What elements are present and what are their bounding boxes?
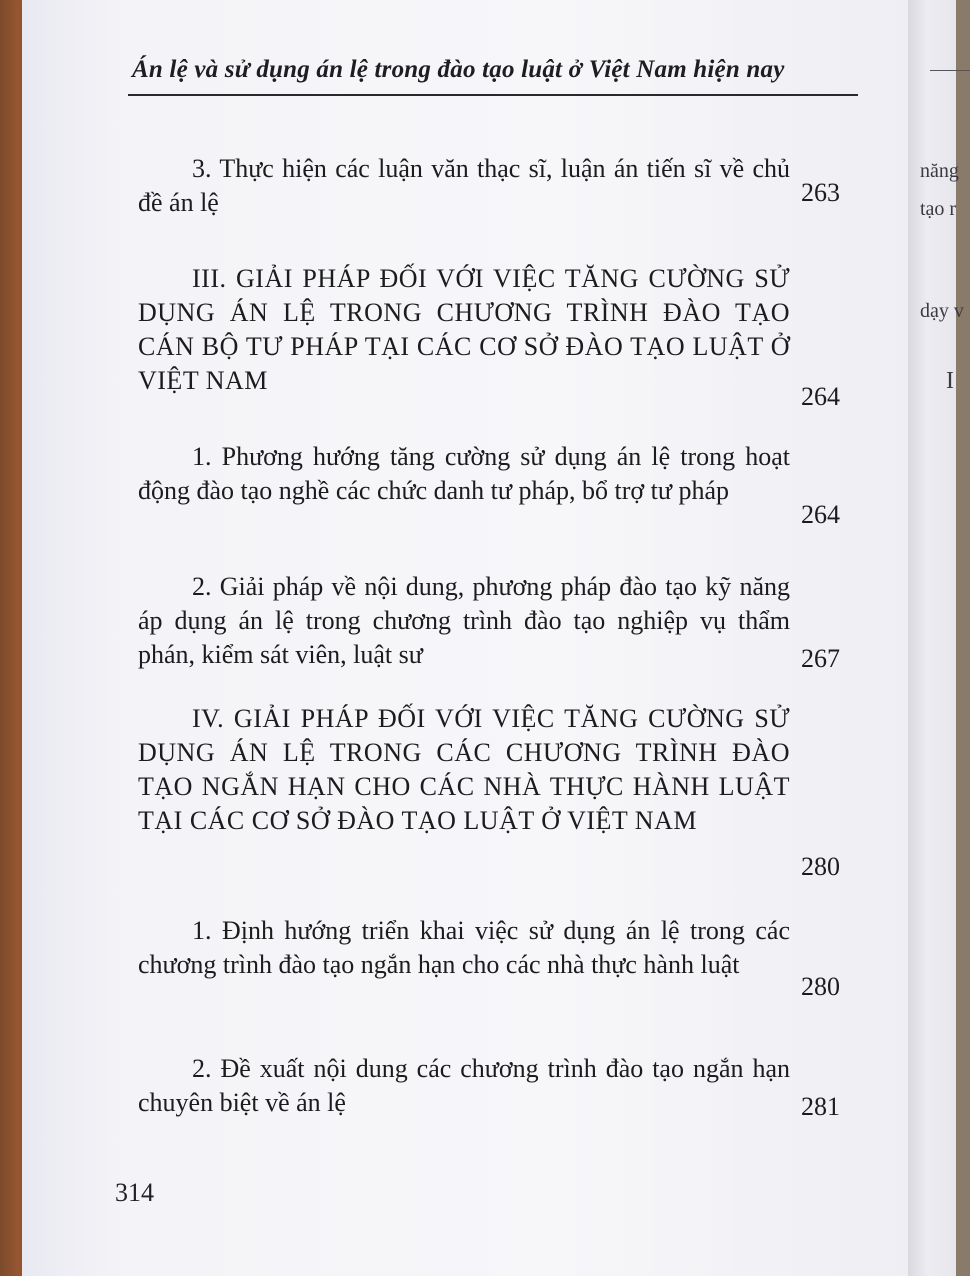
toc-entry-page: 280 bbox=[801, 852, 840, 881]
toc-entry-page: 264 bbox=[801, 382, 840, 411]
toc-entry-title: IV. GIẢI PHÁP ĐỐI VỚI VIỆC TĂNG CƯỜNG SỬ DỤNG ÁN LỆ TRONG CÁC CHƯƠNG TRÌNH ĐÀO TẠO NGẮN HẠN CHO CÁC NHÀ THỰC HÀNH LUẬT TẠI CÁC CƠ SỞ ĐÀO TẠO LUẬT Ở VIỆT NAM bbox=[138, 704, 790, 835]
toc-section-entry bbox=[138, 262, 858, 411]
facing-page-fragment: năng bbox=[920, 160, 959, 182]
toc-section-entry bbox=[138, 702, 858, 881]
toc-entry-page: 263 bbox=[801, 178, 840, 207]
running-head-rule bbox=[128, 94, 858, 96]
toc-entry-page: 267 bbox=[801, 644, 840, 673]
toc-entry-page: 280 bbox=[801, 972, 840, 1001]
toc-entry-title: 1. Phương hướng tăng cường sử dụng án lệ trong hoạt động đào tạo nghề các chức danh tư pháp, bổ trợ tư pháp bbox=[138, 442, 790, 505]
facing-page-fragment: dạy v bbox=[920, 300, 964, 322]
running-head: Án lệ và sử dụng án lệ trong đào tạo luật ở Việt Nam hiện nay bbox=[132, 56, 785, 83]
facing-page-rule bbox=[930, 70, 970, 71]
toc-entry bbox=[138, 1052, 858, 1122]
toc-entry-title: 3. Thực hiện các luận văn thạc sĩ, luận án tiến sĩ về chủ đề án lệ bbox=[138, 154, 790, 217]
toc-entry-title: 2. Đề xuất nội dung các chương trình đào tạo ngắn hạn chuyên biệt về án lệ bbox=[138, 1054, 790, 1117]
facing-page-fragment: tạo r bbox=[920, 198, 957, 220]
toc-entry-title: III. GIẢI PHÁP ĐỐI VỚI VIỆC TĂNG CƯỜNG SỬ DỤNG ÁN LỆ TRONG CHƯƠNG TRÌNH ĐÀO TẠO CÁN BỘ TƯ PHÁP TẠI CÁC CƠ SỞ ĐÀO TẠO LUẬT Ở VIỆT NAM bbox=[138, 264, 790, 395]
toc-entry-title: 1. Định hướng triển khai việc sử dụng án lệ trong các chương trình đào tạo ngắn hạn cho các nhà thực hành luật bbox=[138, 916, 790, 979]
toc-entry-page: 281 bbox=[801, 1092, 840, 1121]
toc-entry bbox=[138, 570, 858, 674]
toc-entry-page: 264 bbox=[801, 500, 840, 529]
toc-entry bbox=[138, 152, 858, 222]
toc-entry bbox=[138, 440, 858, 544]
facing-page-edge bbox=[908, 0, 964, 1276]
page-number: 314 bbox=[115, 1178, 154, 1207]
toc-entry bbox=[138, 914, 858, 1018]
facing-page-fragment: I bbox=[946, 368, 954, 394]
toc-entry-title: 2. Giải pháp về nội dung, phương pháp đào tạo kỹ năng áp dụng án lệ trong chương trình đào tạo nghiệp vụ thẩm phán, kiểm sát viên, luật sư bbox=[138, 572, 790, 669]
